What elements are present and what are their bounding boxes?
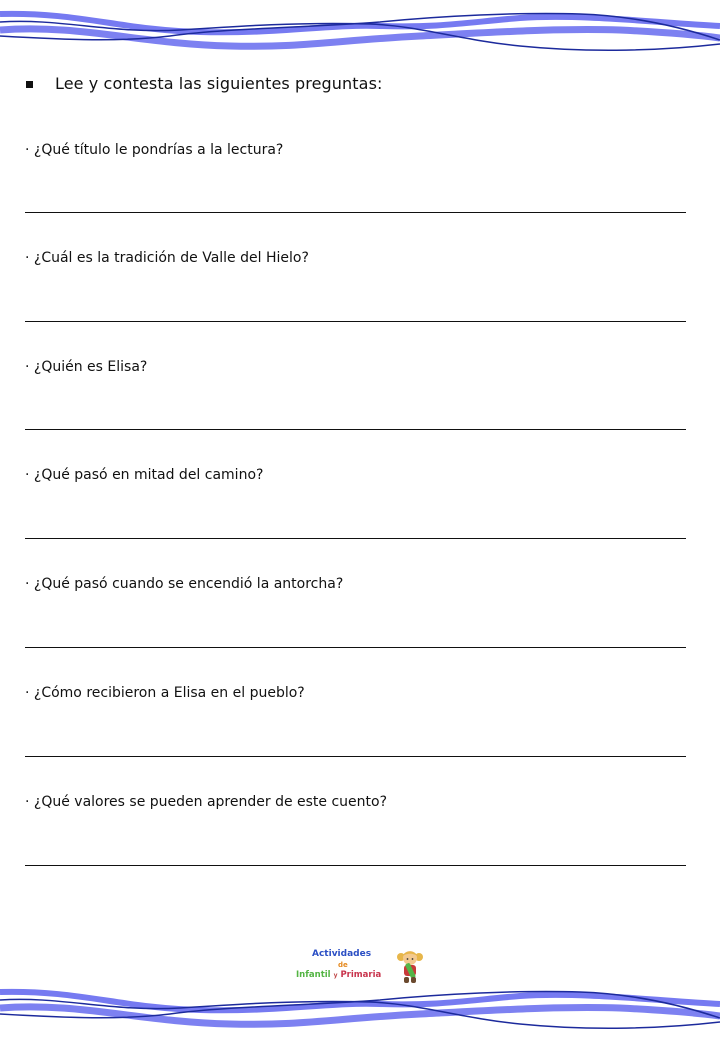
square-bullet-icon [26, 81, 33, 88]
logo-text-infantil-primaria: Infantil y Primaria [296, 970, 382, 980]
question-3: · ¿Quién es Elisa? [25, 359, 148, 375]
answer-line-3[interactable] [25, 429, 686, 430]
answer-line-5[interactable] [25, 647, 686, 648]
question-4: · ¿Qué pasó en mitad del camino? [25, 467, 264, 483]
answer-line-1[interactable] [25, 212, 686, 213]
answer-line-7[interactable] [25, 865, 686, 866]
answer-line-6[interactable] [25, 756, 686, 757]
answer-line-2[interactable] [25, 321, 686, 322]
bottom-wave-decoration [0, 978, 720, 1038]
top-wave-decoration [0, 0, 720, 60]
instruction [26, 74, 383, 93]
instruction-text: Lee y contesta las siguientes preguntas: [55, 74, 383, 93]
question-5: · ¿Qué pasó cuando se encendió la antorcha? [25, 576, 344, 592]
logo-text-actividades: Actividades [312, 949, 372, 959]
question-6: · ¿Cómo recibieron a Elisa en el pueblo? [25, 685, 305, 701]
logo-text-de: de [338, 961, 348, 969]
question-1: · ¿Qué título le pondrías a la lectura? [25, 142, 284, 158]
question-2: · ¿Cuál es la tradición de Valle del Hielo? [25, 250, 309, 266]
question-7: · ¿Qué valores se pueden aprender de este cuento? [25, 794, 388, 810]
answer-line-4[interactable] [25, 538, 686, 539]
